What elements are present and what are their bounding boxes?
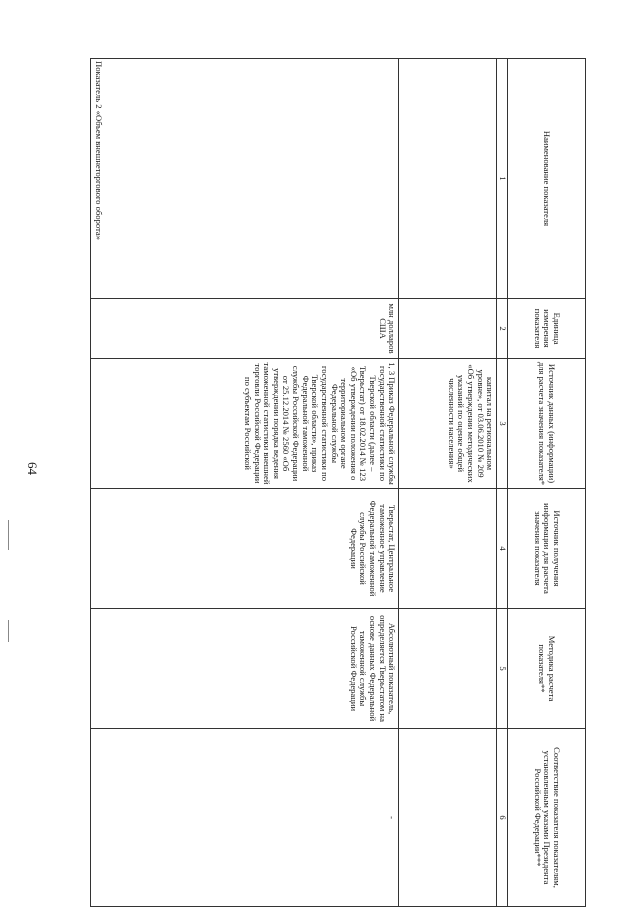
header-info-source: Источник получения информации для расчета значения показателя — [508, 489, 586, 609]
cell-method: Абсолютный показатель, определяется Тверьстатом на основе данных Федеральной таможенной службы Российской Федерации — [91, 609, 399, 729]
table-row — [399, 59, 497, 907]
scan-mark — [8, 620, 9, 642]
column-number: 5 — [497, 609, 508, 729]
column-number: 6 — [497, 729, 508, 907]
cell-compliance: - — [91, 729, 399, 907]
cell-data-source: 1, 3 Приказ Федеральной службы государственной статистики по Тверской области (далее – Тверьстат) от 18.02.2014 № 123 «Об утверждении положения о территориальном органе Федеральной службы государственной статистики по Тверской области», приказ Федеральной таможенной службы Российской Федерации от 25.12.2014 № 2560 «Об утверждении порядка ведения таможенной статистики внешней торговли Российской Федерации по субъектам Российской — [91, 359, 399, 489]
header-method: Методика расчета показателя** — [508, 609, 586, 729]
cell-unit: млн долларов США — [91, 299, 399, 359]
column-number: 1 — [497, 59, 508, 299]
cell-info-source — [399, 489, 497, 609]
cell-info-source: Тверьстат, Центральное таможенное управление Федеральной таможенной службы Российской Федерации — [91, 489, 399, 609]
column-number: 4 — [497, 489, 508, 609]
header-name: Наименование показателя — [508, 59, 586, 299]
page-number: 64 — [25, 462, 40, 475]
cell-unit — [399, 299, 497, 359]
column-number: 2 — [497, 299, 508, 359]
cell-name: Показатель 2 «Объем внешнеторгового оборота» — [91, 59, 399, 299]
cell-data-source: капитал на региональном уровне», от 03.06.2010 № 209 «Об утверждении методических указаний по оценке общей численности населения» — [399, 359, 497, 489]
column-number-row — [497, 59, 508, 907]
indicators-table — [90, 58, 586, 907]
header-unit: Единица измерения показателя — [508, 299, 586, 359]
scan-mark — [8, 520, 9, 550]
cell-method — [399, 609, 497, 729]
header-data-source: Источник данных (информации) для расчета значения показателя* — [508, 359, 586, 489]
column-number: 3 — [497, 359, 508, 489]
table-row — [91, 59, 399, 907]
rotated-table-wrapper — [90, 58, 586, 906]
header-compliance: Соответствие показателя показателям, установленным указами Президента Российской Федерации*** — [508, 729, 586, 907]
cell-name — [399, 59, 497, 299]
header-row — [508, 59, 586, 907]
cell-compliance — [399, 729, 497, 907]
